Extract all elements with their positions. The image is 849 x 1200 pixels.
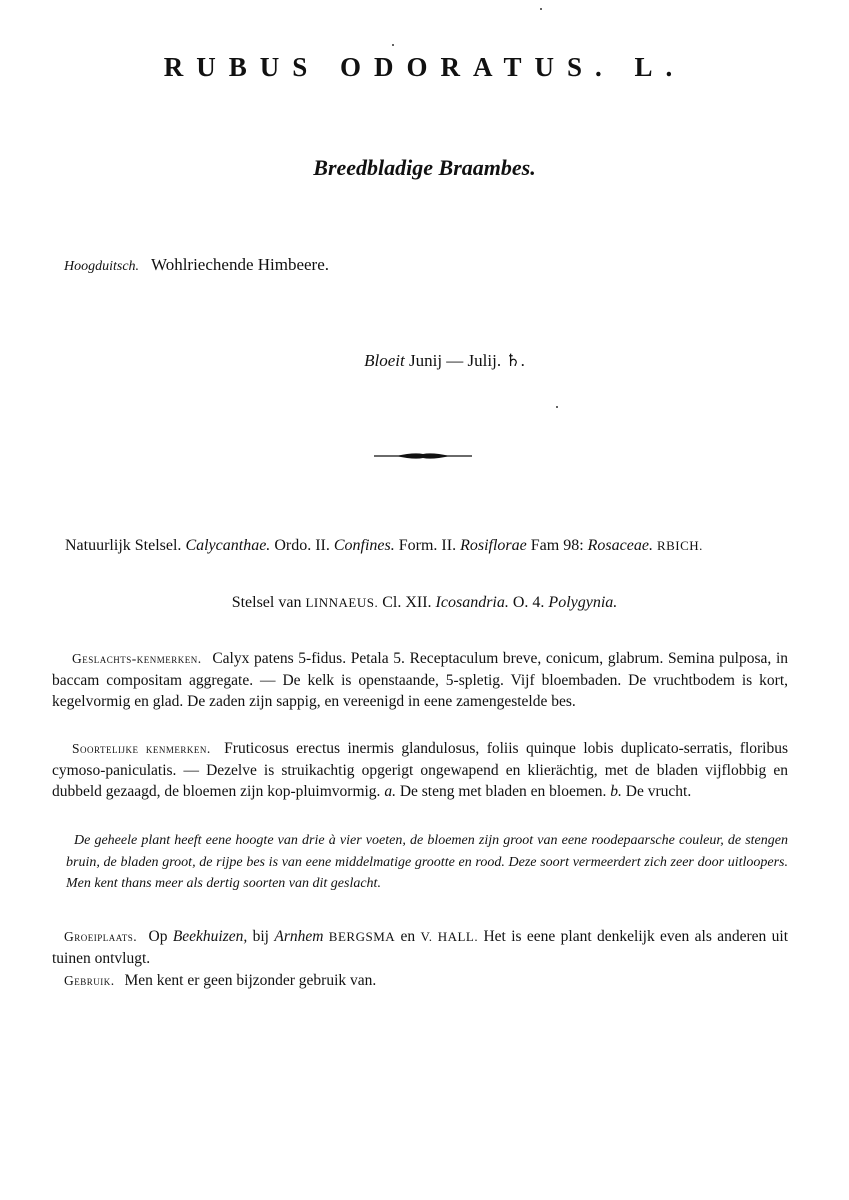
genus-text: Calyx patens 5-fidus. Petala 5. Receptaculum breve, conicum, glabrum. Semina pulposa, in baccam compositam aggregate. — De kelk is openstaande, 5-spletig. Vijf bloembaden. De vruchtbodem is kort, kegelvormig en glad. De zaden zijn sappig, en vereenigd in eene zamengestelde bes. xyxy=(52,650,789,710)
print-speck xyxy=(540,8,542,10)
linnaeus-class-name: Icosandria. xyxy=(435,594,509,611)
ordo-name: Confines. xyxy=(333,537,395,554)
habitat-text-b: bij xyxy=(252,928,269,945)
usage-text: Men kent er geen bijzonder gebruik van. xyxy=(124,972,377,989)
german-name-line xyxy=(64,255,329,275)
ordo-label: Ordo. II. xyxy=(274,537,330,554)
form-name: Rosiflorae xyxy=(460,537,527,554)
natural-system-line xyxy=(65,537,703,555)
natural-system-class: Calycanthae. xyxy=(185,537,271,554)
family-name: Rosaceae. xyxy=(587,537,653,554)
genus-heading: Geslachts-kenmerken. xyxy=(72,651,202,666)
genus-characteristics xyxy=(52,648,788,713)
usage-heading: Gebruik. xyxy=(64,973,115,988)
figure-b-marker: b. xyxy=(610,783,622,800)
linnaeus-order: O. 4. xyxy=(512,594,545,611)
habitat-paragraph xyxy=(52,926,788,969)
species-heading: Soortelijke kenmerken. xyxy=(72,741,211,756)
print-speck xyxy=(392,44,394,46)
flowering-label: Bloeit xyxy=(364,351,405,370)
linnaeus-class: Cl. XII. xyxy=(382,594,432,611)
form-label: Form. II. xyxy=(398,537,457,554)
shrub-symbol: ♄. xyxy=(505,351,525,370)
habitat-place-2: Arnhem xyxy=(274,928,324,945)
german-name: Wohlriechende Himbeere. xyxy=(151,255,330,274)
habitat-person-1: BERGSMA xyxy=(328,929,396,944)
print-speck xyxy=(556,406,558,408)
habitat-heading: Groeiplaats. xyxy=(64,929,138,944)
figure-a-marker: a. xyxy=(384,783,396,800)
page-title: RUBUS ODORATUS. L. xyxy=(163,52,686,82)
natural-system-prefix: Natuurlijk Stelsel. xyxy=(65,537,182,554)
family-label: Fam 98: xyxy=(530,537,584,554)
habitat-text-d: Het is eene plant denkelijk even als anderen uit tuinen ontvlugt. xyxy=(52,928,789,967)
species-text: Fruticosus erectus inermis glandulosus, foliis quinque lobis duplicato-serratis, floribus cymoso-paniculatis. — Dezelve is struikachtig opgerigt ongewapend en klierächtig, met de bladen vijflobbig en dubbeld gezaagd, de bloemen zijn kop-pluimvormig. xyxy=(52,740,788,800)
ornament-divider xyxy=(374,452,472,460)
usage-paragraph xyxy=(52,970,788,992)
habitat-text-a: Op xyxy=(148,928,168,945)
linnaeus-prefix: Stelsel van xyxy=(231,594,302,611)
flowering-period: Junij — Julij. xyxy=(409,351,502,370)
german-label: Hoogduitsch. xyxy=(64,259,140,274)
flowering-line xyxy=(0,351,849,371)
habitat-text-c: en xyxy=(400,928,416,945)
plant-description: De geheele plant heeft eene hoogte van drie à vier voeten, de bloemen zijn groot van eene roodepaarsche couleur, de stengen bruin, de bladen groot, de rijpe bes is van eene middelmatige grootte en rood. Deze soort vermeerdert zich zeer door uitloopers. Men kent thans meer als dertig soorten van dit geslacht. xyxy=(66,833,788,891)
linnaeus-order-name: Polygynia. xyxy=(548,594,618,611)
species-characteristics xyxy=(52,738,788,803)
linnaeus-system-line xyxy=(0,594,849,612)
figure-a-caption: De steng met bladen en bloemen. xyxy=(399,783,607,800)
natural-system-author: RBICH. xyxy=(656,538,703,553)
common-name-heading: Breedbladige Braambes. xyxy=(313,155,536,180)
figure-b-caption: De vrucht. xyxy=(625,783,692,800)
habitat-person-2: V. HALL. xyxy=(420,929,479,944)
habitat-place-1: Beekhuizen, xyxy=(172,928,248,945)
linnaeus-author: LINNAEUS. xyxy=(305,595,379,610)
